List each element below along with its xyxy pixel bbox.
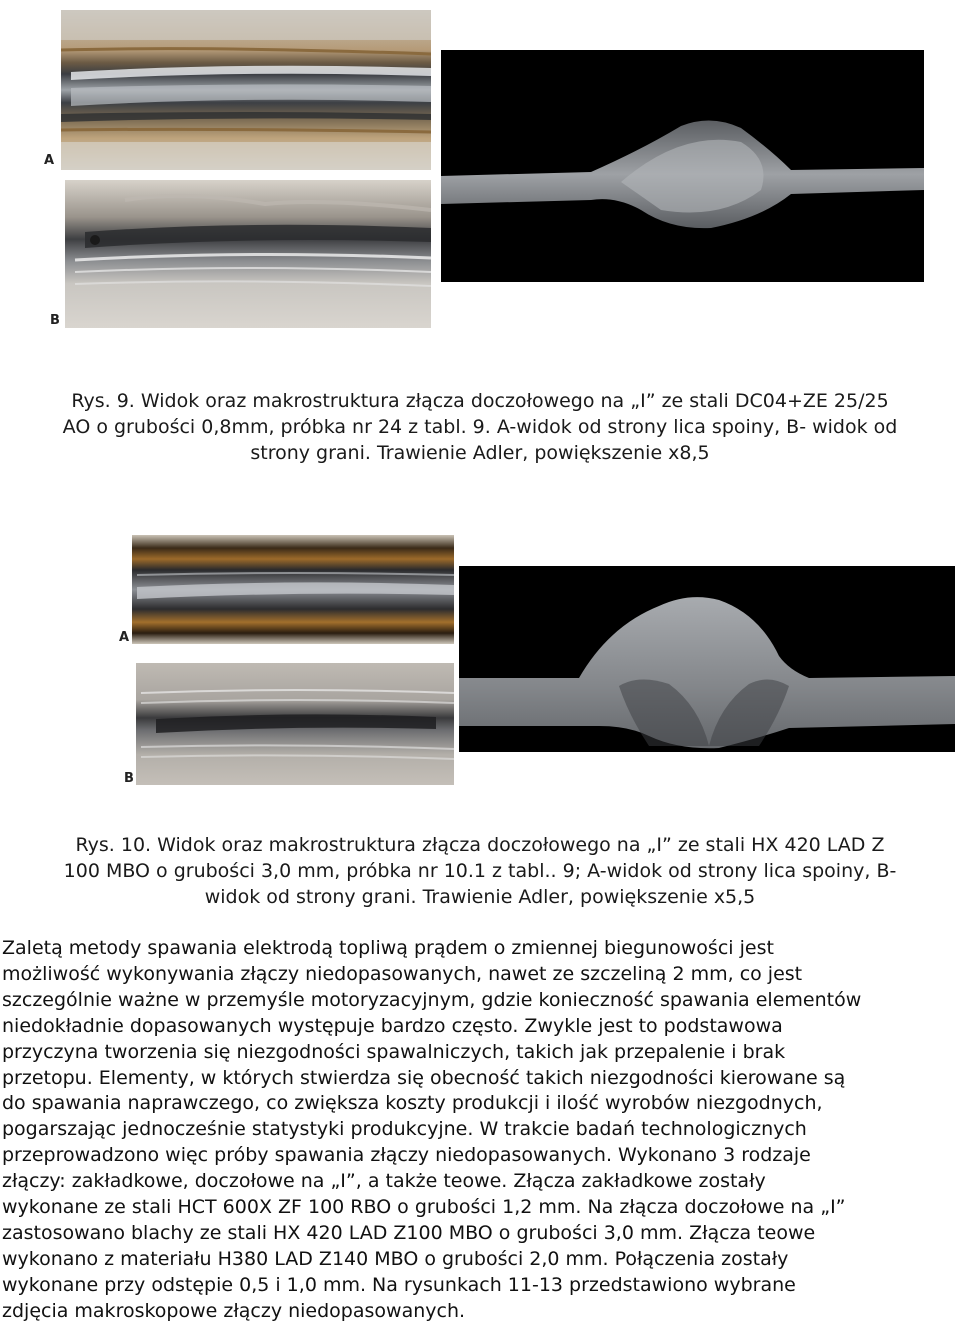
paragraph-line: wykonano z materiału H380 LAD Z140 MBO o grubości 2,0 mm. Połączenia zostały [2, 1247, 789, 1270]
paragraph-line: niedokładnie dopasowanych występuje bardzo często. Zwykle jest to podstawowa [2, 1014, 783, 1037]
fig9-weld-root-photo [65, 180, 431, 328]
paragraph-line: złączy: zakładkowe, doczołowe na „I”, a także teowe. Złącza zakładkowe zostały [2, 1170, 766, 1193]
fig10-weld-face-photo [132, 535, 454, 644]
fig10-caption-line: widok od strony grani. Trawienie Adler, powiększenie x5,5 [204, 886, 756, 908]
fig10-caption-line: Rys. 10. Widok oraz makrostruktura złącza doczołowego na „I” ze stali HX 420 LAD Z [75, 834, 885, 856]
paragraph-line: przetopu. Elementy, w których stwierdza się obecność takich niezgodności kierowane są [2, 1066, 846, 1089]
fig10-panel-b-label: B [124, 771, 134, 786]
paragraph-line: zastosowano blachy ze stali HX 420 LAD Z100 MBO o grubości 3,0 mm. Złącza teowe [2, 1221, 816, 1244]
fig9-caption-line: AO o grubości 0,8mm, próbka nr 24 z tabl. 9. A-widok od strony lica spoiny, B- widok od [62, 416, 898, 438]
paragraph-line: przeprowadzono więc próby spawania złączy niedopasowanych. Wykonano 3 rodzaje [2, 1144, 811, 1167]
fig9-caption-line: Rys. 9. Widok oraz makrostruktura złącza doczołowego na „I” ze stali DC04+ZE 25/25 [71, 390, 889, 412]
fig10-macrostructure-photo [459, 566, 955, 752]
paragraph-line: wykonane przy odstępie 0,5 i 1,0 mm. Na rysunkach 11-13 przedstawiono wybrane [2, 1273, 796, 1296]
paragraph-line: wykonane ze stali HCT 600X ZF 100 RBO o grubości 1,2 mm. Na złącza doczołowe na „I” [2, 1196, 846, 1219]
paragraph-line: szczególnie ważne w przemyśle motoryzacyjnym, gdzie konieczność spawania elementów [2, 988, 862, 1011]
paragraph-line: możliwość wykonywania złączy niedopasowanych, nawet ze szczeliną 2 mm, co jest [2, 962, 803, 985]
fig10-caption-line: 100 MBO o grubości 3,0 mm, próbka nr 10.1 z tabl.. 9; A-widok od strony lica spoiny, B- [63, 860, 897, 882]
fig9-caption-line: strony grani. Trawienie Adler, powiększenie x8,5 [250, 442, 710, 464]
fig9-macrostructure-photo [441, 50, 924, 282]
fig9-panel-a-label: A [44, 153, 55, 168]
fig10-caption [0, 832, 960, 910]
fig10-panel-a-label: A [119, 630, 130, 645]
paragraph-line: zdjęcia makroskopowe złączy niedopasowanych. [2, 1299, 466, 1322]
fig9-panel-b-label: B [50, 313, 60, 328]
paragraph-line: przyczyna tworzenia się niezgodności spawalniczych, takich jak przepalenie i brak [2, 1040, 786, 1063]
paragraph-line: pogarszając jednocześnie statystyki produkcyjne. W trakcie badań technologicznych [2, 1118, 807, 1141]
body-paragraph [2, 936, 960, 1325]
fig9-caption [0, 388, 960, 466]
fig10-weld-root-photo [136, 663, 454, 785]
fig9-weld-face-photo [61, 10, 431, 170]
paragraph-line: Zaletą metody spawania elektrodą topliwą prądem o zmiennej biegunowości jest [2, 937, 774, 959]
paragraph-line: do spawania naprawczego, co zwiększa koszty produkcji i ilość wyrobów niezgodnych, [2, 1092, 823, 1115]
